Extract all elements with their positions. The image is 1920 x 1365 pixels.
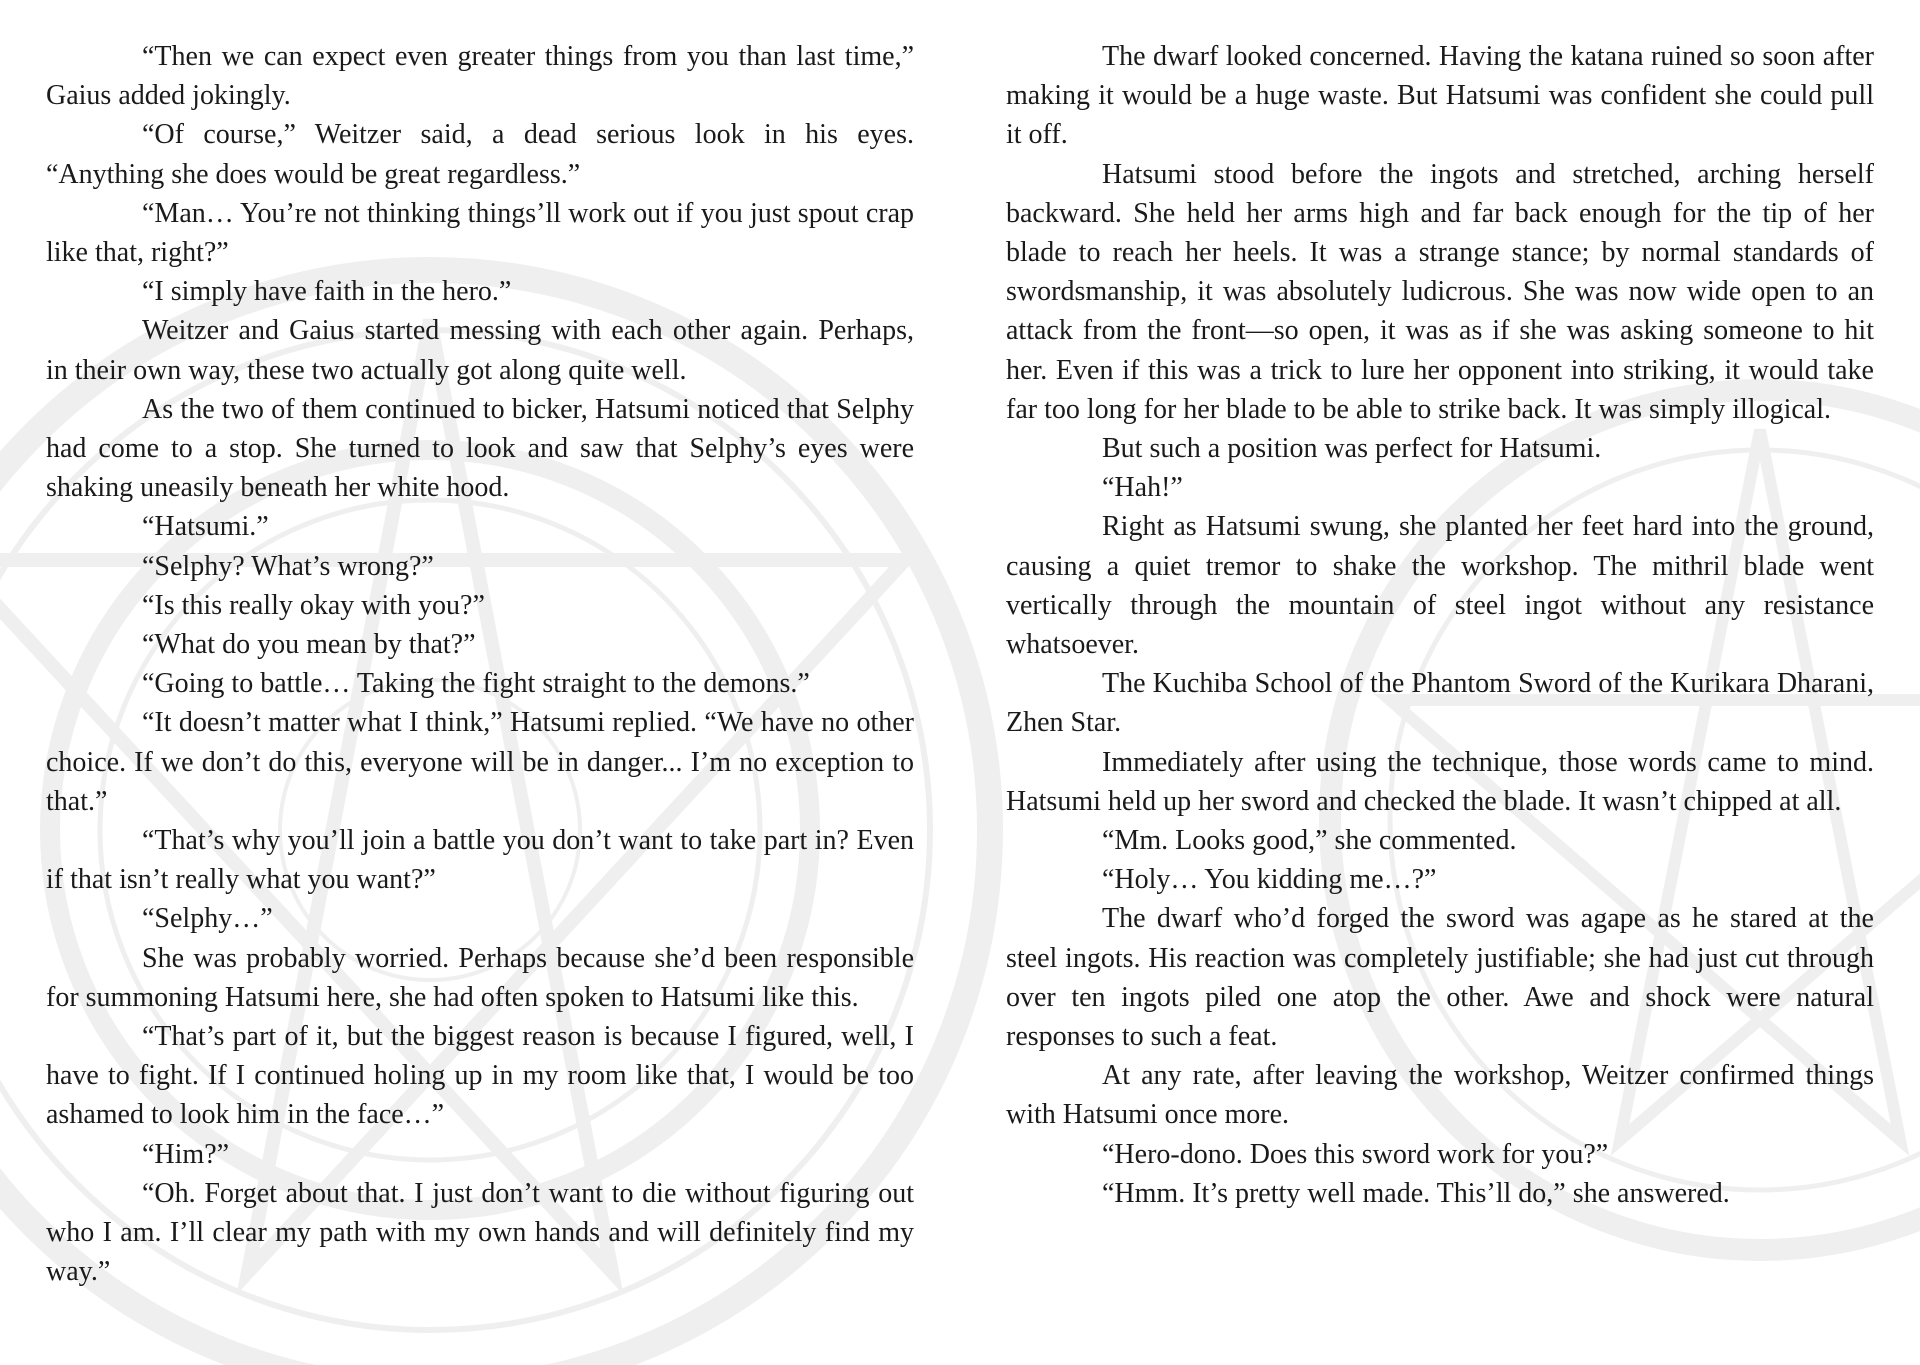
paragraph: The dwarf who’d forged the sword was agape as he stared at the steel ingots. His reaction was completely justifiable; she had just cut through over ten ingots piled one atop the other. Awe and shock were natural responses to such a feat.	[1006, 903, 1874, 1053]
paragraph: “Hah!”	[1102, 472, 1183, 504]
paragraph: “Then we can expect even greater things from you than last time,” Gaius added jokingly.	[46, 41, 914, 112]
paragraph: She was probably worried. Perhaps because she’d been responsible for summoning Hatsumi here, she had often spoken to Hatsumi like this.	[46, 942, 914, 1013]
paragraph: “That’s why you’ll join a battle you don’t want to take part in? Even if that isn’t really what you want?”	[46, 825, 914, 896]
paragraph: The Kuchiba School of the Phantom Sword of the Kurikara Dharani, Zhen Star.	[1006, 668, 1874, 739]
paragraph: “Holy… You kidding me…?”	[1102, 864, 1437, 896]
paragraph: At any rate, after leaving the workshop, Weitzer confirmed things with Hatsumi once more.	[1006, 1060, 1874, 1131]
paragraph: “Oh. Forget about that. I just don’t want to die without figuring out who I am. I’ll clear my path with my own hands and will definitely find my way.”	[46, 1177, 914, 1288]
paragraph: “Selphy? What’s wrong?”	[142, 550, 434, 582]
paragraph: But such a position was perfect for Hatsumi.	[1102, 433, 1602, 465]
paragraph: “Hatsumi.”	[142, 511, 269, 543]
right-page-text	[1006, 37, 1874, 1213]
paragraph: “Selphy…”	[142, 903, 273, 935]
paragraph: Weitzer and Gaius started messing with each other again. Perhaps, in their own way, these two actually got along quite well.	[46, 315, 914, 386]
paragraph: As the two of them continued to bicker, Hatsumi noticed that Selphy had come to a stop. She turned to look and saw that Selphy’s eyes were shaking uneasily beneath her white hood.	[46, 393, 914, 504]
paragraph: “Is this really okay with you?”	[142, 589, 485, 621]
left-page-text	[46, 37, 914, 1292]
paragraph: “What do you mean by that?”	[142, 629, 476, 661]
paragraph: Right as Hatsumi swung, she planted her feet hard into the ground, causing a quiet tremor to shake the workshop. The mithril blade went vertically through the mountain of steel ingot without any resistance whatsoever.	[1006, 511, 1874, 661]
paragraph: “Man… You’re not thinking things’ll work out if you just spout crap like that, right?”	[46, 197, 914, 269]
paragraph: “Going to battle… Taking the fight straight to the demons.”	[142, 668, 810, 700]
paragraph: “Mm. Looks good,” she commented.	[1102, 825, 1517, 857]
paragraph: Immediately after using the technique, those words came to mind. Hatsumi held up her sword and checked the blade. It wasn’t chipped at all.	[1006, 746, 1874, 817]
paragraph: “It doesn’t matter what I think,” Hatsumi replied. “We have no other choice. If we don’t do this, everyone will be in danger... I’m no exception to that.”	[46, 707, 914, 817]
paragraph: “I simply have faith in the hero.”	[142, 276, 512, 308]
paragraph: “Hero-dono. Does this sword work for you?”	[1102, 1138, 1609, 1170]
paragraph: “Hmm. It’s pretty well made. This’ll do,” she answered.	[1102, 1177, 1730, 1209]
paragraph: “Him?”	[142, 1138, 230, 1170]
paragraph: The dwarf looked concerned. Having the katana ruined so soon after making it would be a huge waste. But Hatsumi was confident she could pull it off.	[1006, 41, 1874, 151]
paragraph: “That’s part of it, but the biggest reason is because I figured, well, I have to fight. If I continued holing up in my room like that, I would be too ashamed to look him in the face…”	[46, 1021, 914, 1131]
paragraph: Hatsumi stood before the ingots and stretched, arching herself backward. She held her arms high and far back enough for the tip of her blade to reach her heels. It was a strange stance; by normal standards of swordsmanship, it was absolutely ludicrous. She was now wide open to an attack from the front—so open, it was as if she was asking someone to hit her. Even if this was a trick to lure her opponent into striking, it would take far too long for her blade to be able to strike back. It was simply illogical.	[1006, 158, 1874, 425]
paragraph: “Of course,” Weitzer said, a dead serious look in his eyes. “Anything she does would be great regardless.”	[46, 119, 914, 190]
